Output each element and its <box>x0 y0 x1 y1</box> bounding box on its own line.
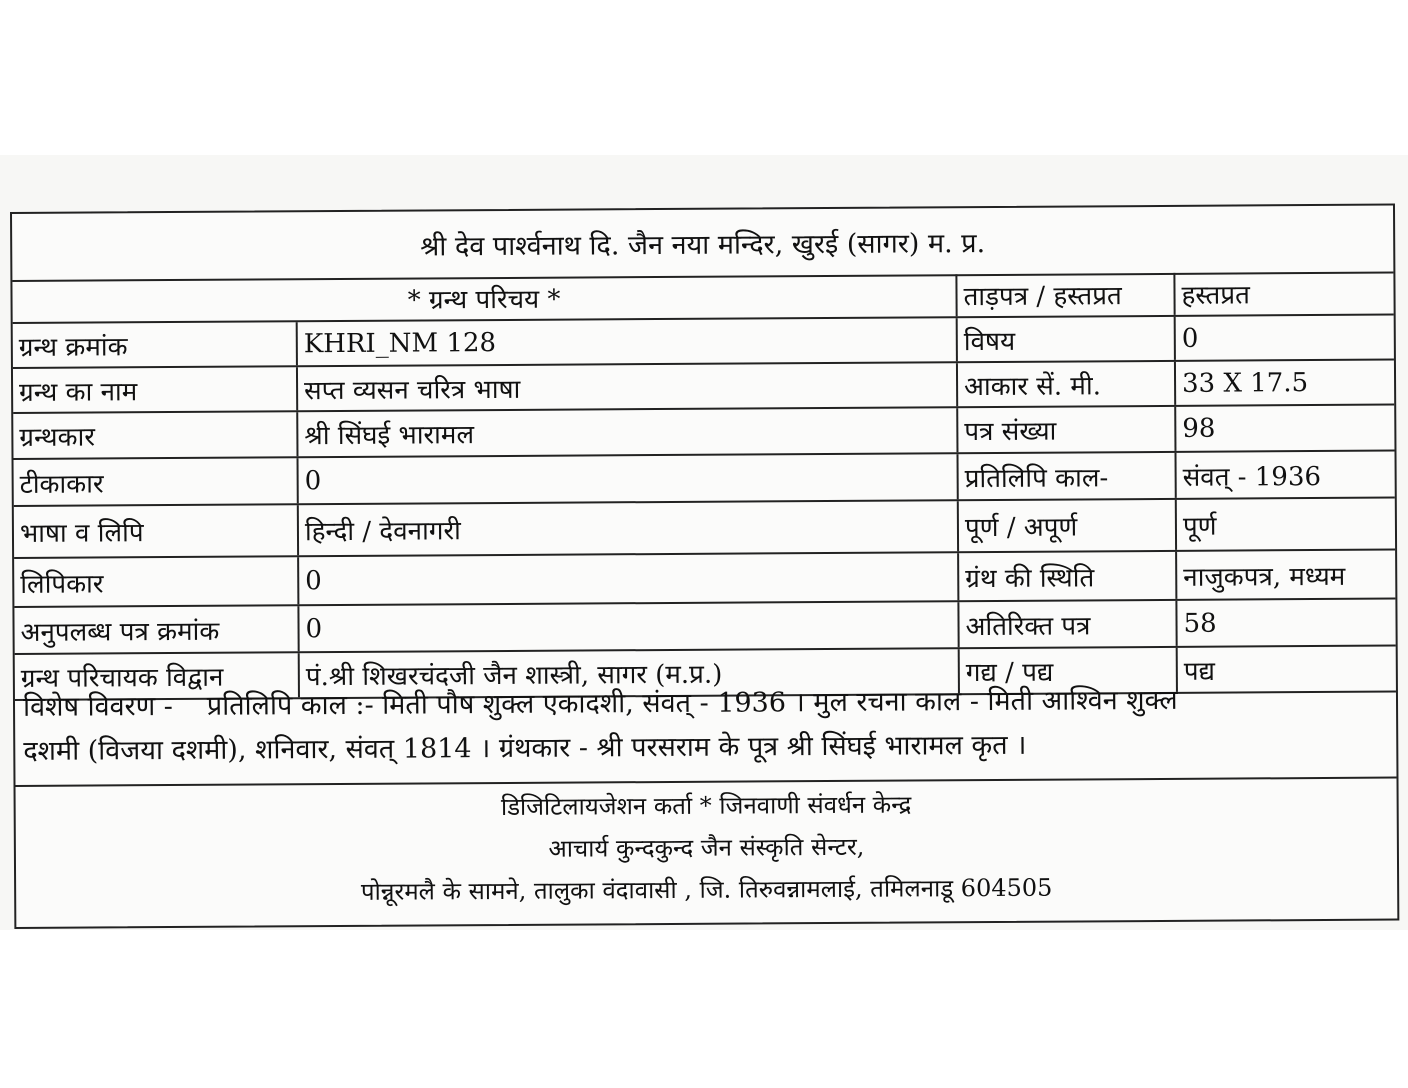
row-value: 0 <box>299 602 959 651</box>
table-row <box>14 499 1395 559</box>
row-label: टीकाकार <box>14 458 299 505</box>
row-value2: नाजुकपत्र, मध्यम <box>1183 561 1346 593</box>
footer-line-3: पोन्नूरमलै के सामने, तालुका वंदावासी , जि. तिरुवन्नामलाई, तमिलनाडू 604505 <box>360 873 1053 906</box>
details-text-1: प्रतिलिपि काल :- मिती पौष शुक्ल एकादशी, संवत् - 1936 । मुल रचना काल - मिती आश्विन शुक्ल <box>206 684 1178 722</box>
row-value2: 0 <box>1181 323 1199 354</box>
intro-label: * ग्रन्थ परिचय * <box>12 274 957 322</box>
row-value: 0 <box>299 454 959 503</box>
type-value: हस्तप्रत <box>1181 280 1250 311</box>
table-row <box>14 551 1395 608</box>
row-label2: विषय <box>958 317 1176 361</box>
row-value2: पूर्ण <box>1182 511 1217 542</box>
row-value: पं.श्री शिखरचंदजी जैन शास्त्री, सागर (म.प्र.) <box>300 649 960 697</box>
row-label2: प्रतिलिपि काल- <box>958 453 1176 499</box>
row-label2: आकार सें. मी. <box>958 362 1176 406</box>
row-value: हिन्दी / देवनागरी <box>299 501 959 555</box>
row-value: श्री सिंघई भारामल <box>298 408 958 456</box>
row-label: ग्रन्थकार <box>13 412 298 458</box>
row-label2: पूर्ण / अपूर्ण <box>959 500 1177 551</box>
table-row <box>14 600 1395 655</box>
table-row <box>14 452 1395 507</box>
row-value2: 33 X 17.5 <box>1181 367 1309 399</box>
manuscript-info-card <box>10 204 1399 929</box>
row-value: सप्त व्यसन चरित्र भाषा <box>298 363 958 410</box>
details-text-2: दशमी (विजया दशमी), शनिवार, संवत् 1814 । ग्रंथकार - श्री परसराम के पूत्र श्री सिंघई भारामल कृत । <box>23 729 1027 767</box>
footer-line-2: आचार्य कुन्दकुन्द जैन संस्कृति सेन्टर, <box>548 832 865 863</box>
row-value2: 58 <box>1183 608 1217 639</box>
row-label: भाषा व लिपि <box>14 505 299 557</box>
row-label: अनुपलब्ध पत्र क्रमांक <box>14 606 299 653</box>
row-label2: ग्रंथ की स्थिति <box>959 552 1177 600</box>
info-grid <box>12 272 1396 701</box>
type-label: ताड़पत्र / हस्तप्रत <box>957 273 1175 316</box>
digitization-footer <box>16 779 1398 927</box>
row-label: ग्रन्थ परिचायक विद्वान <box>15 653 300 699</box>
special-details <box>15 674 1397 787</box>
row-value2: पद्य <box>1183 656 1216 687</box>
details-label: विशेष विवरण - <box>22 691 173 723</box>
row-value2: संवत् - 1936 <box>1182 461 1322 493</box>
row-value2: 98 <box>1182 413 1216 444</box>
row-label: ग्रन्थ का नाम <box>13 367 298 412</box>
row-value: KHRI_NM 128 <box>298 318 958 365</box>
row-value: 0 <box>299 553 959 604</box>
row-label2: अतिरिक्त पत्र <box>959 601 1177 647</box>
temple-title: श्री देव पार्श्वनाथ दि. जैन नया मन्दिर, खुरई (सागर) म. प्र. <box>12 206 1393 282</box>
row-label2: गद्य / पद्य <box>960 648 1178 693</box>
row-label: लिपिकार <box>14 557 299 606</box>
footer-line-1: डिजिटिलायजेशन कर्ता * जिनवाणी संवर्धन केन्द्र <box>500 790 912 822</box>
row-label: ग्रन्थ क्रमांक <box>13 322 298 367</box>
row-label2: पत्र संख्या <box>958 407 1176 452</box>
